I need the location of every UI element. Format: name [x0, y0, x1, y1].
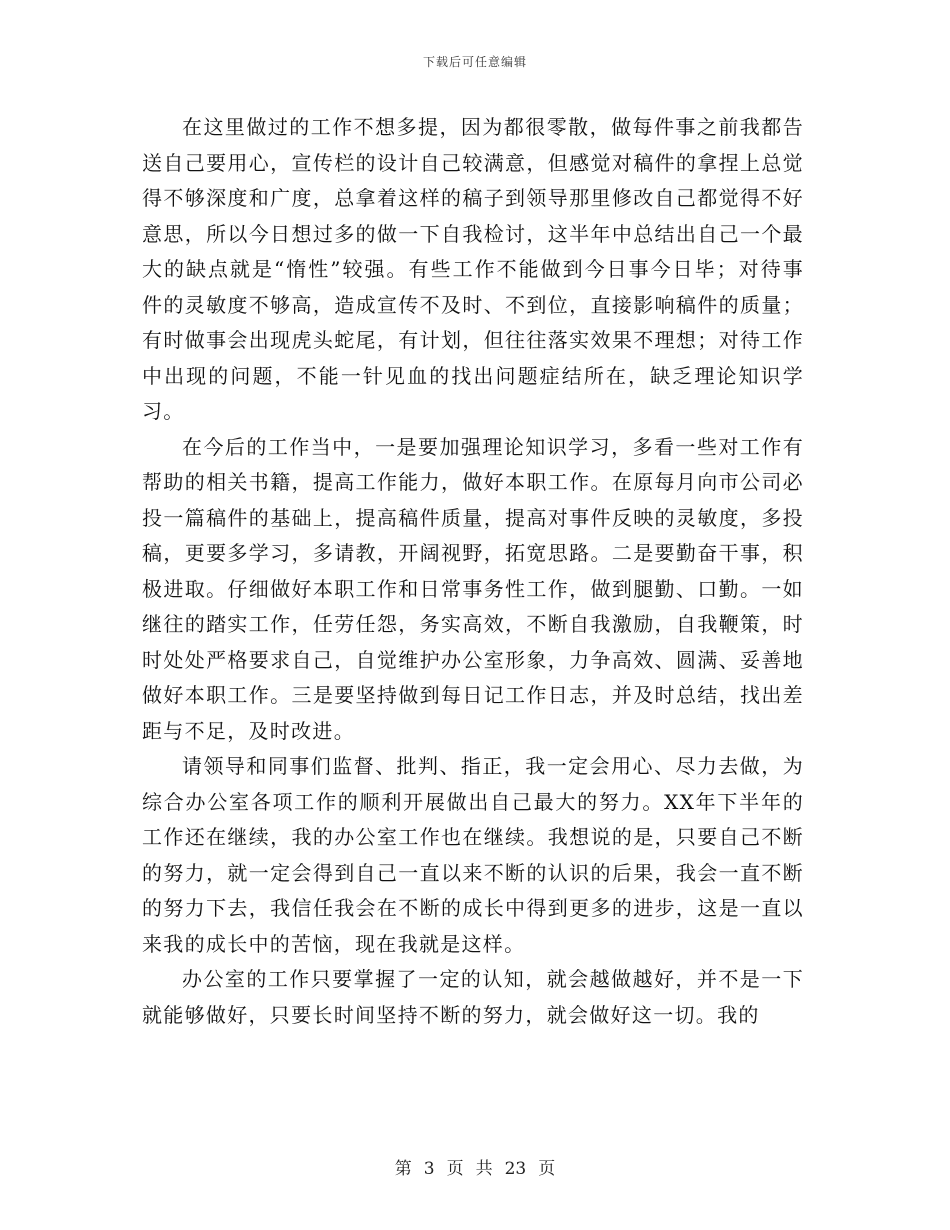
document-body — [142, 110, 804, 1033]
paragraph-3: 请领导和同事们监督、批判、指正，我一定会用心、尽力去做，为综合办公室各项工作的顺利开展做出自己最大的努力。XX年下半年的工作还在继续，我的办公室工作也在继续。我想说的是，只要自己不断的努力，就一定会得到自己一直以来不断的认识的后果，我会一直不断的努力下去，我信任我会在不断的成长中得到更多的进步，这是一直以来我的成长中的苦恼，现在我就是这样。 — [142, 754, 804, 956]
page-mid: 页 — [446, 1159, 464, 1179]
page-current-number: 3 — [423, 1159, 435, 1179]
page-footer — [0, 1154, 950, 1179]
paragraph-2: 在今后的工作当中，一是要加强理论知识学习，多看一些对工作有帮助的相关书籍，提高工作能力，做好本职工作。在原每月向市公司必投一篇稿件的基础上，提高稿件质量，提高对事件反映的灵敏度，多投稿，更要多学习，多请教，开阔视野，拓宽思路。二是要勤奋干事，积极进取。仔细做好本职工作和日常事务性工作，做到腿勤、口勤。一如继往的踏实工作，任劳任怨，务实高效，不断自我激励，自我鞭策，时时处处严格要求自己，自觉维护办公室形象，力争高效、圆满、妥善地做好本职工作。三是要坚持做到每日记工作日志，并及时总结，找出差距与不足，及时改进。 — [142, 434, 804, 743]
paragraph-4: 办公室的工作只要掌握了一定的认知，就会越做越好，并不是一下就能够做好，只要长时间坚持不断的努力，就会做好这一切。我的 — [142, 967, 804, 1027]
page-prefix: 第 — [394, 1159, 412, 1179]
page-suffix: 页 — [538, 1159, 556, 1179]
page-total-prefix: 共 — [475, 1159, 493, 1179]
page-total-number: 23 — [504, 1159, 527, 1179]
page-header-note: 下载后可任意编辑 — [422, 55, 527, 69]
paragraph-1: 在这里做过的工作不想多提，因为都很零散，做每件事之前我都告送自己要用心，宣传栏的设计自己较满意，但感觉对稿件的拿捏上总觉得不够深度和广度，总拿着这样的稿子到领导那里修改自己都觉得不好意思，所以今日想过多的做一下自我检讨，这半年中总结出自己一个最大的缺点就是“惰性”较强。有些工作不能做到今日事今日毕；对待事件的灵敏度不够高，造成宣传不及时、不到位，直接影响稿件的质量；有时做事会出现虎头蛇尾，有计划，但往往落实效果不理想；对待工作中出现的问题，不能一针见血的找出问题症结所在，缺乏理论知识学习。 — [142, 115, 804, 423]
